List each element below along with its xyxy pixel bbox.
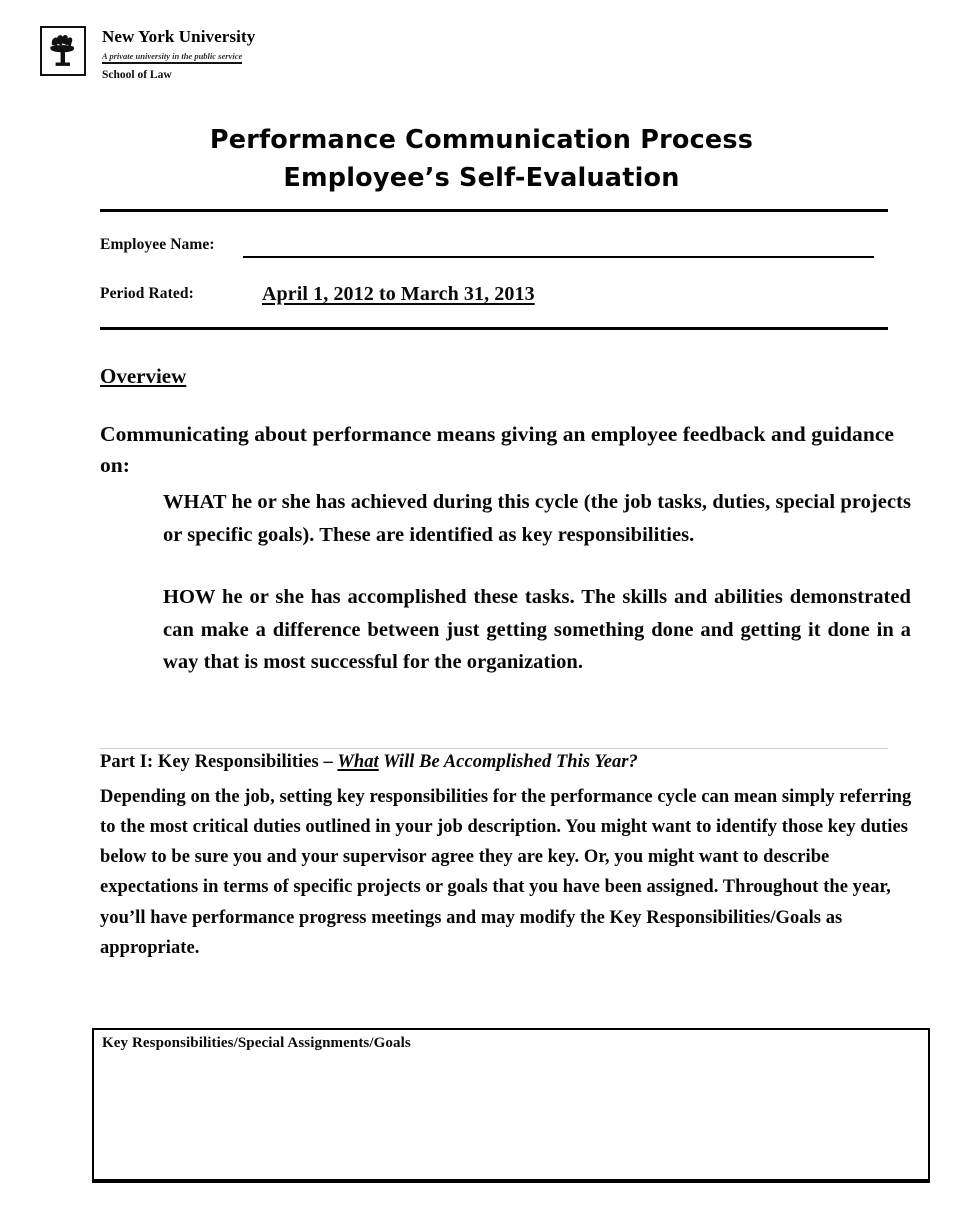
key-responsibilities-input[interactable] xyxy=(98,1060,924,1175)
university-tagline: A private university in the public service xyxy=(102,52,242,64)
title-line-1: Performance Communication Process xyxy=(209,125,754,155)
employee-name-input[interactable] xyxy=(243,256,874,258)
page-title xyxy=(0,122,963,197)
part-one-heading-prefix: Part I: Key Responsibilities – xyxy=(100,752,338,772)
period-rated-label: Period Rated: xyxy=(100,285,194,302)
overview-heading: Overview xyxy=(100,364,187,388)
part-one-separator xyxy=(100,748,888,749)
school-name: School of Law xyxy=(102,69,172,82)
letterhead-text xyxy=(102,26,255,81)
part-one-heading xyxy=(100,752,638,773)
part-one-heading-rest: Will Be Accomplished This Year? xyxy=(378,752,638,772)
nyu-torch-logo-icon xyxy=(40,26,86,76)
period-rated-value[interactable]: April 1, 2012 to March 31, 2013 xyxy=(262,283,535,305)
letterhead xyxy=(40,26,255,81)
title-line-2: Employee’s Self-Evaluation xyxy=(283,162,680,193)
part-one-body-text: Depending on the job, setting key responsibilities for the performance cycle can mean simply referring to the most critical duties outlined in your job description. You might want to identify those key duties below to be sure you and your supervisor agree they are key. Or, you might want to describe expectations in terms of specific projects or goals that you have been assigned. Throughout the year, you’ll have performance progress meetings and may modify the Key Responsibilities/Goals as appropriate. xyxy=(100,787,912,958)
university-name: New York University xyxy=(102,27,256,46)
key-responsibilities-box-label: Key Responsibilities/Special Assignments/Goals xyxy=(102,1035,411,1051)
part-one-heading-underlined: What xyxy=(337,752,379,772)
overview-intro-text: Communicating about performance means giving an employee feedback and guidance on: xyxy=(100,422,895,478)
divider-rule-bottom xyxy=(100,327,888,330)
divider-rule-top xyxy=(100,209,888,212)
overview-point-what: WHAT he or she has achieved during this cycle (the job tasks, duties, special projects or specific goals). These are identified as key responsibilities. xyxy=(163,491,911,546)
overview-point-how: HOW he or she has accomplished these tasks. The skills and abilities demonstrated can make a difference between just getting something done and getting it done in a way that is most successful for the organization. xyxy=(163,586,911,674)
key-responsibilities-box[interactable] xyxy=(92,1028,930,1183)
employee-name-label: Employee Name: xyxy=(100,236,215,253)
